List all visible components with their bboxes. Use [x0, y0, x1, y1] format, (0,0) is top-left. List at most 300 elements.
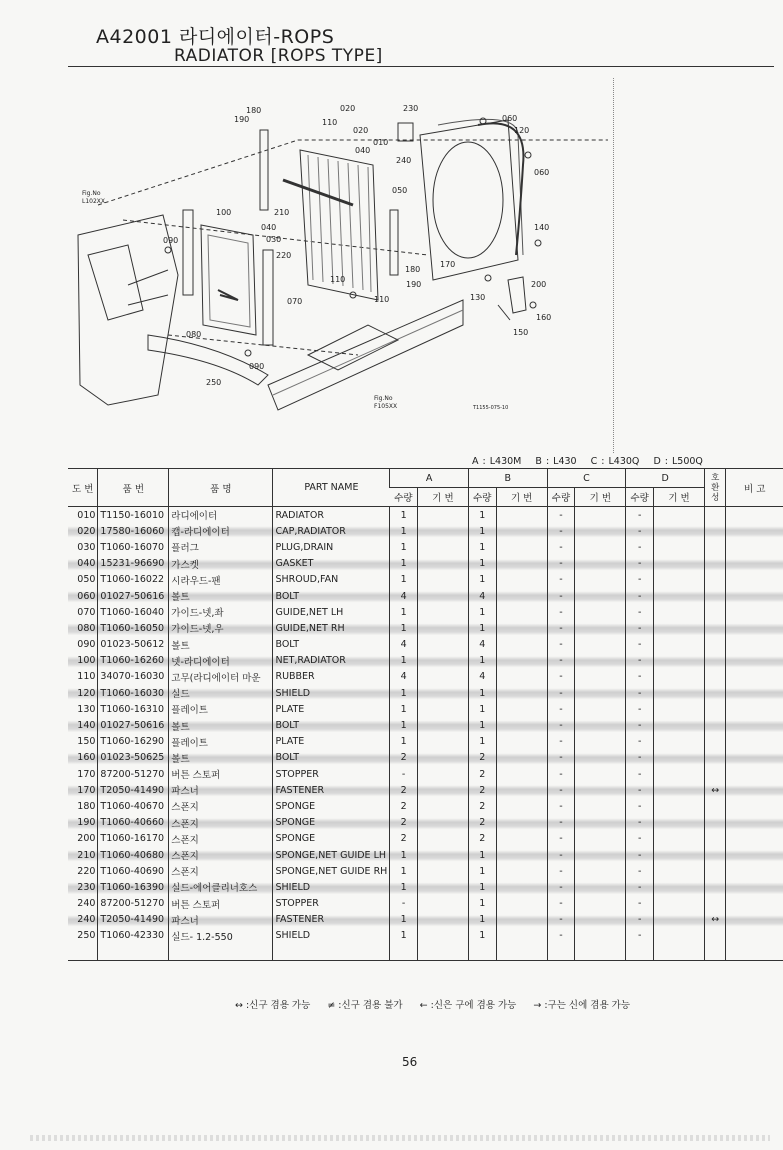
ref-no-cell: 070 — [77, 606, 96, 618]
empty-cell — [654, 879, 705, 895]
qty-a-cell: 2 — [390, 815, 418, 831]
interchange-cell — [705, 831, 726, 847]
ref-no-cell: 080 — [68, 620, 98, 636]
qty-d-cell: - — [626, 928, 654, 944]
empty-cell — [654, 896, 705, 912]
empty-cell — [417, 637, 468, 653]
header-qty-a: 수량 — [390, 488, 418, 507]
empty-cell — [626, 944, 654, 961]
svg-text:210: 210 — [274, 208, 290, 217]
table-row — [68, 766, 783, 782]
name-en-cell: SHIELD — [273, 879, 390, 895]
empty-cell — [726, 750, 783, 766]
part-no-cell: T1060-16310 — [98, 701, 169, 717]
empty-cell — [575, 896, 626, 912]
empty-cell — [726, 863, 783, 879]
ref-no-cell: 240 — [77, 898, 96, 910]
qty-c-cell: - — [547, 620, 575, 636]
svg-text:050: 050 — [392, 186, 408, 195]
qty-b-cell: 2 — [468, 782, 496, 798]
table-row — [68, 588, 783, 604]
part-no-cell: T1060-40670 — [98, 798, 169, 814]
qty-a-cell: 1 — [390, 556, 418, 572]
qty-a-cell: 1 — [390, 928, 418, 944]
part-no-cell: 01023-50625 — [98, 750, 169, 766]
qty-c-cell: - — [547, 766, 575, 782]
qty-b-cell: 1 — [468, 896, 496, 912]
qty-d-cell: - — [626, 507, 654, 524]
empty-cell — [726, 766, 783, 782]
name-en-cell: BOLT — [273, 588, 390, 604]
qty-d-cell: - — [626, 572, 654, 588]
qty-c-cell: - — [547, 928, 575, 944]
empty-cell — [417, 556, 468, 572]
empty-cell — [273, 944, 390, 961]
svg-text:090: 090 — [249, 362, 265, 371]
part-no-cell: T1060-16022 — [98, 572, 169, 588]
qty-b-cell: 1 — [468, 556, 496, 572]
ref-no-cell: 100 — [68, 653, 98, 669]
qty-c-cell: - — [547, 863, 575, 879]
empty-cell — [575, 847, 626, 863]
part-no-cell: T1060-16170 — [98, 831, 169, 847]
qty-a-cell: 1 — [390, 717, 418, 733]
part-no-cell: 87200-51270 — [98, 766, 169, 782]
name-kr-cell: 가스켓 — [169, 556, 273, 572]
qty-a-cell: 4 — [390, 669, 418, 685]
name-en-cell: PLATE — [273, 701, 390, 717]
table-row — [68, 879, 783, 895]
svg-text:110: 110 — [374, 295, 390, 304]
part-no-cell: T1060-16050 — [98, 620, 169, 636]
ref-no-cell: 220 — [77, 865, 96, 877]
empty-cell — [417, 653, 468, 669]
empty-cell — [575, 685, 626, 701]
interchange-cell — [705, 879, 726, 895]
svg-text:020: 020 — [340, 104, 356, 113]
header-qty-d: 수량 — [626, 488, 654, 507]
qty-b-cell: 1 — [468, 620, 496, 636]
table-row — [68, 815, 783, 831]
header-part-no: 품 번 — [98, 469, 169, 507]
svg-text:080: 080 — [186, 330, 202, 339]
interchange-cell: ↔ — [705, 912, 726, 928]
qty-a-cell: 2 — [390, 831, 418, 847]
ref-no-cell: 150 — [77, 736, 96, 748]
qty-a-cell: 1 — [390, 701, 418, 717]
qty-b-cell: 1 — [468, 717, 496, 733]
empty-cell — [496, 831, 547, 847]
qty-d-cell: - — [626, 847, 654, 863]
qty-b-cell: 2 — [468, 815, 496, 831]
ref-no-cell: 230 — [68, 879, 98, 895]
table-row — [68, 653, 783, 669]
name-kr-cell: 고무(라디에이터 마운 — [169, 669, 273, 685]
qty-b-cell: 1 — [468, 912, 496, 928]
name-kr-cell: 볼트 — [169, 750, 273, 766]
name-en-cell: SHROUD,FAN — [273, 572, 390, 588]
model-d-label: D : L500Q — [653, 456, 703, 467]
empty-cell — [496, 815, 547, 831]
empty-cell — [654, 831, 705, 847]
qty-a-cell: 1 — [390, 847, 418, 863]
table-row — [68, 556, 783, 572]
empty-cell — [417, 782, 468, 798]
legend-none: ≠ :신구 겸용 불가 — [327, 1000, 403, 1011]
ref-no-cell: 170 — [68, 782, 98, 798]
qty-d-cell: - — [626, 782, 654, 798]
name-en-cell: GUIDE,NET RH — [273, 620, 390, 636]
qty-d-cell: - — [626, 539, 654, 555]
table-row — [68, 896, 783, 912]
empty-cell — [575, 879, 626, 895]
qty-d-cell: - — [626, 669, 654, 685]
empty-cell — [417, 717, 468, 733]
empty-cell — [726, 717, 783, 733]
qty-a-cell: 2 — [390, 798, 418, 814]
name-kr-cell: 스폰지 — [169, 815, 273, 831]
empty-cell — [726, 896, 783, 912]
empty-cell — [417, 685, 468, 701]
header-name-kr: 품 명 — [169, 469, 273, 507]
empty-cell — [496, 750, 547, 766]
ref-no-cell: 250 — [77, 930, 96, 942]
name-en-cell: SPONGE — [273, 831, 390, 847]
empty-cell — [575, 798, 626, 814]
page-number: 56 — [402, 1055, 418, 1069]
empty-cell — [575, 912, 626, 928]
header-name-en: PART NAME — [273, 469, 390, 507]
header-remarks: 비 고 — [726, 469, 783, 507]
name-kr-cell: 실드 — [169, 685, 273, 701]
empty-cell — [496, 717, 547, 733]
empty-cell — [654, 507, 705, 524]
qty-b-cell: 1 — [468, 847, 496, 863]
empty-cell — [726, 701, 783, 717]
header-model-d: D — [626, 469, 705, 488]
empty-cell — [417, 507, 468, 524]
empty-cell — [417, 523, 468, 539]
qty-b-cell: 1 — [468, 653, 496, 669]
scan-artifact — [30, 1135, 770, 1141]
empty-cell — [417, 928, 468, 944]
name-en-cell: FASTENER — [273, 782, 390, 798]
interchange-cell — [705, 669, 726, 685]
qty-c-cell: - — [547, 539, 575, 555]
ref-no-cell: 020 — [68, 523, 98, 539]
interchange-cell — [705, 928, 726, 944]
svg-text:110: 110 — [322, 118, 338, 127]
svg-text:090: 090 — [163, 236, 179, 245]
empty-cell — [726, 944, 783, 961]
part-no-cell: T2050-41490 — [98, 912, 169, 928]
empty-cell — [575, 734, 626, 750]
empty-cell — [496, 734, 547, 750]
qty-b-cell: 1 — [468, 685, 496, 701]
qty-b-cell: 1 — [468, 604, 496, 620]
qty-b-cell: 1 — [468, 572, 496, 588]
qty-b-cell: 1 — [468, 734, 496, 750]
empty-cell — [575, 815, 626, 831]
qty-c-cell: - — [547, 588, 575, 604]
empty-cell — [575, 523, 626, 539]
empty-cell — [169, 944, 273, 961]
ref-no-cell: 050 — [77, 574, 96, 586]
interchange-cell — [705, 588, 726, 604]
empty-cell — [417, 847, 468, 863]
empty-cell — [417, 944, 468, 961]
part-no-cell: T1060-16030 — [98, 685, 169, 701]
name-en-cell: BOLT — [273, 750, 390, 766]
empty-cell — [496, 701, 547, 717]
table-row — [68, 928, 783, 944]
empty-cell — [726, 539, 783, 555]
svg-text:120: 120 — [514, 126, 530, 135]
empty-cell — [547, 944, 575, 961]
empty-cell — [417, 831, 468, 847]
empty-cell — [417, 896, 468, 912]
qty-d-cell: - — [626, 750, 654, 766]
qty-c-cell: - — [547, 653, 575, 669]
empty-cell — [654, 847, 705, 863]
ref-no-cell: 030 — [77, 541, 96, 553]
table-row — [68, 669, 783, 685]
qty-c-cell: - — [547, 669, 575, 685]
empty-cell — [654, 588, 705, 604]
empty-cell — [575, 782, 626, 798]
empty-cell — [417, 879, 468, 895]
interchange-cell — [705, 847, 726, 863]
empty-cell — [575, 701, 626, 717]
header-ref-d: 기 번 — [654, 488, 705, 507]
empty-cell — [496, 507, 547, 524]
qty-d-cell: - — [626, 912, 654, 928]
name-kr-cell: 실드-에어클리너호스 — [169, 879, 273, 895]
qty-d-cell: - — [626, 717, 654, 733]
part-no-cell: T1060-16290 — [98, 734, 169, 750]
name-kr-cell: 플레이트 — [169, 701, 273, 717]
empty-cell — [654, 717, 705, 733]
qty-b-cell: 4 — [468, 669, 496, 685]
name-kr-cell: 버튼 스토퍼 — [169, 896, 273, 912]
name-en-cell: GUIDE,NET LH — [273, 604, 390, 620]
empty-cell — [726, 523, 783, 539]
svg-text:230: 230 — [403, 104, 419, 113]
qty-c-cell: - — [547, 879, 575, 895]
name-kr-cell: 파스너 — [169, 912, 273, 928]
empty-cell — [726, 653, 783, 669]
name-kr-cell: 버튼 스토퍼 — [169, 766, 273, 782]
empty-cell — [496, 588, 547, 604]
svg-text:240: 240 — [396, 156, 412, 165]
empty-cell — [654, 701, 705, 717]
name-kr-cell: 스폰지 — [169, 863, 273, 879]
name-kr-cell: 가이드-넷,우 — [169, 620, 273, 636]
table-row — [68, 604, 783, 620]
qty-c-cell: - — [547, 831, 575, 847]
qty-d-cell: - — [626, 798, 654, 814]
qty-c-cell: - — [547, 734, 575, 750]
empty-cell — [654, 523, 705, 539]
empty-cell — [726, 572, 783, 588]
interchange-cell — [705, 507, 726, 524]
empty-cell — [726, 669, 783, 685]
ref-no-cell: 120 — [68, 685, 98, 701]
name-en-cell: FASTENER — [273, 912, 390, 928]
part-no-cell: T1060-42330 — [98, 928, 169, 944]
qty-a-cell: 1 — [390, 653, 418, 669]
name-en-cell: RUBBER — [273, 669, 390, 685]
empty-cell — [417, 798, 468, 814]
table-row — [68, 685, 783, 701]
qty-c-cell: - — [547, 523, 575, 539]
empty-cell — [496, 782, 547, 798]
name-kr-cell: 라디에이터 — [169, 507, 273, 524]
svg-text:170: 170 — [440, 260, 456, 269]
name-kr-cell: 볼트 — [169, 637, 273, 653]
qty-d-cell: - — [626, 637, 654, 653]
part-no-cell: T1060-40680 — [98, 847, 169, 863]
interchange-cell — [705, 556, 726, 572]
empty-cell — [654, 798, 705, 814]
name-kr-cell: 넷-라디에이터 — [169, 653, 273, 669]
part-no-cell: T1060-16390 — [98, 879, 169, 895]
qty-a-cell: 1 — [390, 572, 418, 588]
ref-no-cell: 090 — [77, 639, 96, 651]
ref-no-cell: 160 — [68, 750, 98, 766]
table-row — [68, 798, 783, 814]
empty-cell — [417, 815, 468, 831]
empty-cell — [496, 669, 547, 685]
interchange-cell — [705, 539, 726, 555]
empty-cell — [726, 556, 783, 572]
interchange-cell — [705, 637, 726, 653]
empty-cell — [496, 879, 547, 895]
empty-cell — [654, 782, 705, 798]
name-en-cell: PLATE — [273, 734, 390, 750]
qty-c-cell: - — [547, 604, 575, 620]
empty-cell — [726, 637, 783, 653]
table-row — [68, 523, 783, 539]
table-row — [68, 831, 783, 847]
empty-cell — [654, 912, 705, 928]
empty-cell — [496, 766, 547, 782]
table-row — [68, 863, 783, 879]
empty-cell — [417, 620, 468, 636]
interchange-cell — [705, 653, 726, 669]
empty-cell — [575, 604, 626, 620]
empty-cell — [726, 831, 783, 847]
title-divider — [68, 66, 774, 67]
table-row — [68, 507, 783, 524]
svg-text:190: 190 — [406, 280, 422, 289]
interchange-cell: ↔ — [705, 782, 726, 798]
qty-c-cell: - — [547, 717, 575, 733]
name-en-cell: RADIATOR — [273, 507, 390, 524]
legend-new-to-old: ← :신은 구에 겸용 가능 — [419, 1000, 517, 1011]
qty-c-cell: - — [547, 896, 575, 912]
name-kr-cell: 볼트 — [169, 588, 273, 604]
empty-cell — [417, 734, 468, 750]
qty-c-cell: - — [547, 556, 575, 572]
qty-d-cell: - — [626, 766, 654, 782]
qty-a-cell: - — [390, 896, 418, 912]
interchange-cell — [705, 734, 726, 750]
header-model-b: B — [468, 469, 547, 488]
ref-no-cell: 060 — [68, 588, 98, 604]
qty-a-cell: - — [390, 766, 418, 782]
name-kr-cell: 플레이트 — [169, 734, 273, 750]
empty-cell — [575, 556, 626, 572]
interchange-cell — [705, 798, 726, 814]
svg-text:130: 130 — [470, 293, 486, 302]
empty-cell — [575, 863, 626, 879]
svg-text:220: 220 — [276, 251, 292, 260]
qty-b-cell: 1 — [468, 928, 496, 944]
ref-no-cell: 170 — [77, 768, 96, 780]
name-en-cell: STOPPER — [273, 896, 390, 912]
name-kr-cell: 플러그 — [169, 539, 273, 555]
name-en-cell: BOLT — [273, 637, 390, 653]
empty-cell — [654, 556, 705, 572]
qty-a-cell: 1 — [390, 620, 418, 636]
qty-b-cell: 4 — [468, 588, 496, 604]
ref-no-cell: 180 — [77, 800, 96, 812]
svg-text:180: 180 — [246, 106, 262, 115]
qty-a-cell: 1 — [390, 863, 418, 879]
empty-cell — [417, 539, 468, 555]
ref-no-cell: 190 — [68, 815, 98, 831]
empty-cell — [705, 944, 726, 961]
qty-c-cell: - — [547, 798, 575, 814]
name-en-cell: SPONGE,NET GUIDE RH — [273, 863, 390, 879]
svg-text:040: 040 — [355, 146, 371, 155]
qty-b-cell: 1 — [468, 507, 496, 524]
empty-cell — [726, 620, 783, 636]
table-row — [68, 637, 783, 653]
name-kr-cell: 가이드-넷,좌 — [169, 604, 273, 620]
name-en-cell: SPONGE — [273, 798, 390, 814]
empty-cell — [726, 879, 783, 895]
svg-text:040: 040 — [261, 223, 277, 232]
part-no-cell: T1060-16260 — [98, 653, 169, 669]
empty-cell — [726, 604, 783, 620]
part-no-cell: T1060-40660 — [98, 815, 169, 831]
qty-d-cell: - — [626, 734, 654, 750]
empty-cell — [654, 766, 705, 782]
qty-d-cell: - — [626, 653, 654, 669]
empty-cell — [575, 572, 626, 588]
empty-cell — [726, 685, 783, 701]
part-no-cell: 15231-96690 — [98, 556, 169, 572]
qty-c-cell: - — [547, 572, 575, 588]
qty-b-cell: 1 — [468, 523, 496, 539]
part-no-cell: 01023-50612 — [98, 637, 169, 653]
empty-cell — [496, 928, 547, 944]
empty-cell — [417, 766, 468, 782]
qty-d-cell: - — [626, 556, 654, 572]
svg-text:160: 160 — [536, 313, 552, 322]
model-legend — [472, 456, 713, 467]
empty-cell — [575, 766, 626, 782]
svg-text:250: 250 — [206, 378, 222, 387]
qty-b-cell: 2 — [468, 831, 496, 847]
qty-c-cell: - — [547, 637, 575, 653]
empty-cell — [654, 944, 705, 961]
name-en-cell: STOPPER — [273, 766, 390, 782]
table-row — [68, 912, 783, 928]
empty-cell — [417, 604, 468, 620]
